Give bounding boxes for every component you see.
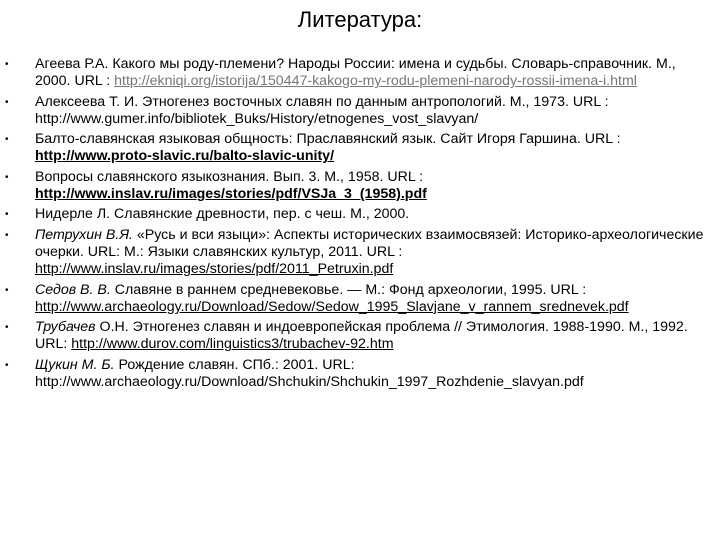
list-item	[0, 206, 720, 223]
reference-text: Балто-славянская языковая общность: Праславянский язык. Сайт Игоря Гаршина. URL :	[35, 131, 621, 148]
reference-text: Славяне в раннем средневековье. — М.: Фонд археологии, 1995. URL :	[110, 281, 587, 298]
reference-text: О.Н. Этногенез славян и индоевропейская проблема // Этимология. 1988-1990. М., 1992. URL:	[35, 319, 688, 353]
bullet-icon: •	[5, 322, 9, 334]
reference-link[interactable]: http://www.proto-slavic.ru/balto-slavic-unity/	[35, 148, 335, 165]
reference-author: Щукин М. Б.	[35, 356, 115, 373]
reference-author: Седов В. В.	[35, 281, 111, 298]
bullet-icon: •	[5, 171, 9, 183]
reference-author: Петрухин В.Я.	[35, 226, 133, 243]
reference-text: Рождение славян. СПб.: 2001. URL:	[114, 356, 355, 373]
bullet-icon: •	[5, 134, 9, 146]
reference-list	[0, 56, 720, 394]
reference-text: «Русь и вси языци»: Аспекты исторических взаимосвязей: Историко-археологические очерки. URL: М.: Языки славянских культур, 2011. URL :	[35, 226, 704, 260]
reference-url-text: http://www.gumer.info/bibliotek_Buks/History/etnogenes_vost_slavyan/	[35, 110, 479, 127]
list-item	[0, 319, 720, 354]
reference-link[interactable]: http://ekniqi.org/istorija/150447-kakogo-my-rodu-plemeni-narody-rossii-imena-i.html	[114, 73, 637, 90]
reference-link[interactable]: http://www.archaeology.ru/Download/Sedow/Sedow_1995_Slavjane_v_rannem_srednevek.pdf	[35, 298, 629, 315]
bullet-icon: •	[5, 96, 9, 108]
list-item	[0, 227, 720, 279]
list-item	[0, 56, 720, 91]
bullet-icon: •	[5, 209, 9, 221]
reference-link[interactable]: http://www.durov.com/linguistics3/trubachev-92.htm	[71, 336, 394, 353]
reference-text: Вопросы славянского языкознания. Вып. 3. М., 1958. URL :	[35, 168, 424, 185]
reference-link[interactable]: http://www.inslav.ru/images/stories/pdf/2011_Petruxin.pdf	[35, 261, 394, 278]
bullet-icon: •	[5, 59, 9, 70]
page-title: Литература:	[297, 7, 423, 32]
bullet-icon: •	[5, 229, 9, 241]
list-item	[0, 169, 720, 204]
list-item	[0, 282, 720, 317]
bullet-icon: •	[5, 359, 9, 371]
reference-author: Трубачев	[35, 319, 96, 336]
list-item	[0, 357, 720, 392]
reference-url-text: http://www.archaeology.ru/Download/Shchukin/Shchukin_1997_Rozhdenie_slavyan.pdf	[35, 374, 584, 391]
list-item	[0, 131, 720, 166]
reference-text: Агеева Р.А. Какого мы роду-племени? Народы России: имена и судьбы. Словарь-справочник. М., 2000. URL :	[35, 56, 676, 90]
list-item	[0, 94, 720, 129]
reference-text: Нидерле Л. Славянские древности, пер. с чеш. М., 2000.	[35, 206, 410, 223]
reference-link[interactable]: http://www.inslav.ru/images/stories/pdf/VSJa_3_(1958).pdf	[35, 186, 427, 203]
reference-text: Алексеева Т. И. Этногенез восточных славян по данным антропологий. М., 1973. URL :	[35, 93, 609, 110]
bullet-icon: •	[5, 284, 9, 296]
